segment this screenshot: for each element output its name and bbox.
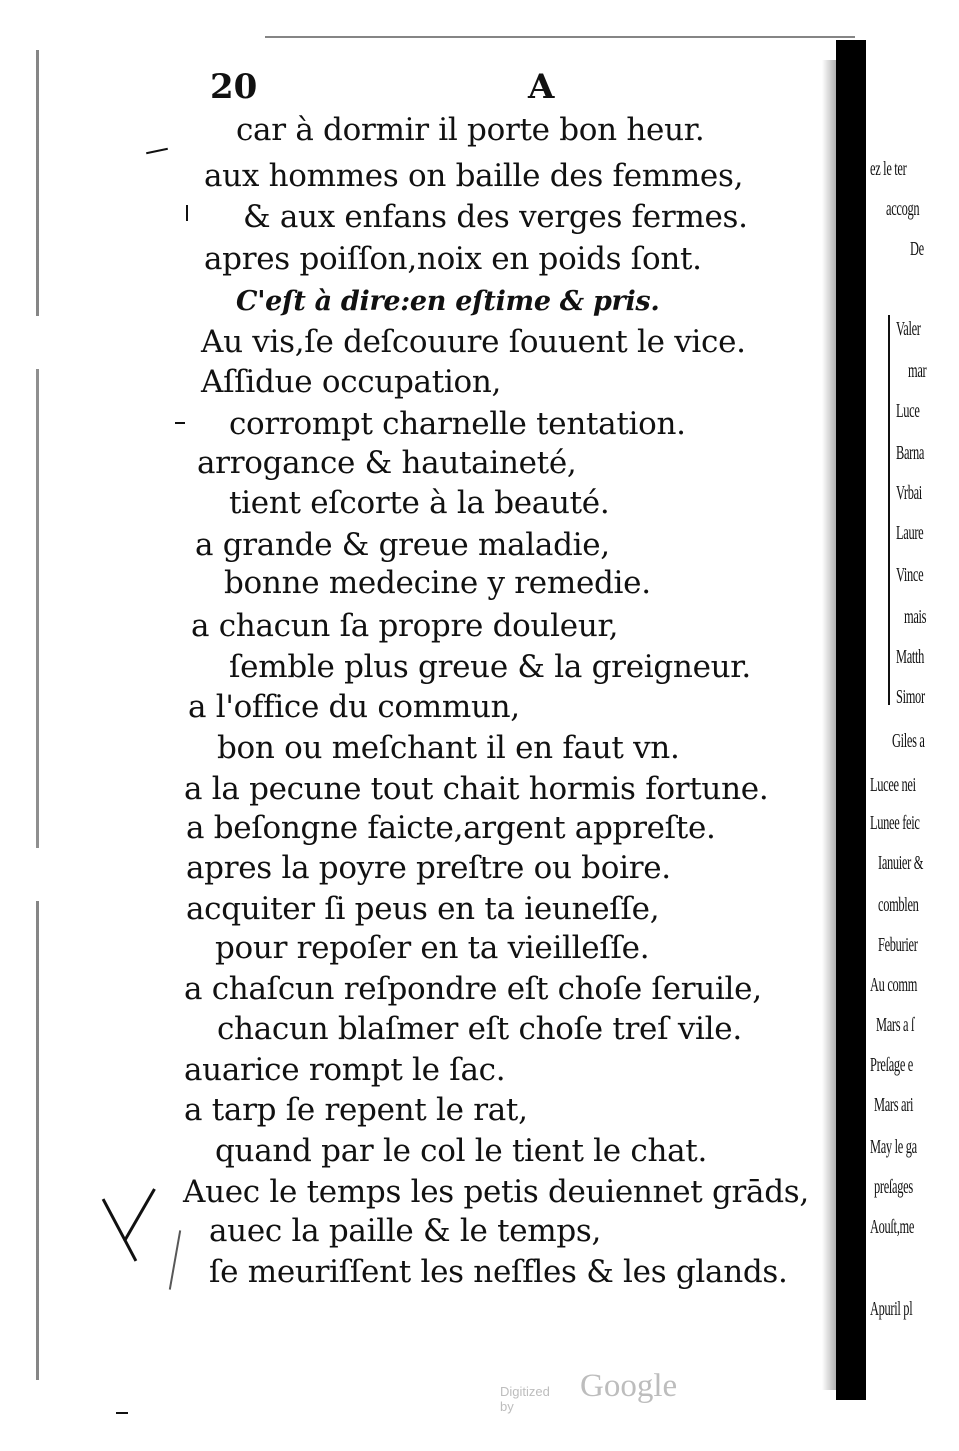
text-line: chacun blaſmer eſt choſe treſ vile. bbox=[217, 1011, 742, 1047]
facing-line: May le ga bbox=[870, 1136, 917, 1158]
text-line: auec la paille & le temps, bbox=[209, 1213, 602, 1249]
facing-line: Feburier bbox=[878, 934, 918, 956]
facing-line: Apuril pl bbox=[870, 1298, 913, 1320]
text-line: apres la poyre preſtre ou boire. bbox=[186, 850, 671, 886]
page-number: 20 bbox=[210, 67, 258, 107]
text-line: ſemble plus greue & la greigneur. bbox=[229, 649, 751, 685]
text-line: a chaſcun reſpondre eſt choſe ſeruile, bbox=[184, 971, 762, 1007]
facing-bracket bbox=[888, 315, 890, 705]
text-line: corrompt charnelle tentation. bbox=[229, 406, 686, 442]
facing-line: Preſage e bbox=[870, 1054, 914, 1076]
text-line: tient eſcorte à la beauté. bbox=[229, 485, 610, 521]
text-line: bon ou meſchant il en faut vn. bbox=[217, 730, 680, 766]
text-line: a chacun ſa propre douleur, bbox=[191, 608, 619, 644]
facing-line: comblen bbox=[878, 894, 919, 916]
facing-line: Mars ari bbox=[874, 1094, 914, 1116]
facing-line: accogn bbox=[886, 198, 920, 220]
text-line: apres poiſſon,noix en poids ſont. bbox=[204, 241, 702, 277]
text-line: a l'office du commun, bbox=[188, 689, 520, 725]
ink-mark bbox=[116, 1412, 128, 1414]
text-line: quand par le col le tient le chat. bbox=[215, 1133, 708, 1169]
text-line: & aux enfans des verges fermes. bbox=[243, 199, 748, 235]
book-spine bbox=[836, 40, 866, 1400]
facing-line: Au comm bbox=[870, 974, 918, 996]
text-line: aux hommes on baille des femmes, bbox=[204, 158, 744, 194]
text-line: auarice rompt le ſac. bbox=[184, 1052, 506, 1088]
facing-line: Valer bbox=[896, 318, 921, 340]
facing-line: De bbox=[910, 238, 924, 260]
facing-line: Laure bbox=[896, 522, 924, 544]
text-line: Au vis,ſe deſcouure ſouuent le vice. bbox=[201, 324, 746, 360]
text-line: car à dormir il porte bon heur. bbox=[236, 112, 705, 148]
watermark-brand: Google bbox=[580, 1368, 678, 1404]
text-line: arrogance & hautaineté, bbox=[197, 445, 577, 481]
facing-line: Aouſt,me bbox=[870, 1216, 915, 1238]
facing-line: Matth bbox=[896, 646, 925, 668]
text-line: a la pecune tout chait hormis fortune. bbox=[184, 771, 769, 807]
text-line: a beſongne faicte,argent appreſte. bbox=[186, 810, 716, 846]
text-line: a tarp ſe repent le rat, bbox=[184, 1092, 528, 1128]
text-line: Auec le temps les petis deuiennet grāds, bbox=[183, 1174, 809, 1210]
facing-line: Simor bbox=[896, 686, 925, 708]
facing-line: preſages bbox=[874, 1176, 913, 1198]
facing-line: Giles a bbox=[892, 730, 925, 752]
ink-mark bbox=[186, 205, 188, 221]
facing-line: Lunee feic bbox=[870, 812, 920, 834]
facing-line: mar bbox=[908, 360, 927, 382]
facing-line: Luce bbox=[896, 400, 920, 422]
running-head: A bbox=[528, 67, 555, 107]
facing-line: ez le ter bbox=[870, 158, 907, 180]
watermark-prefix: Digitized by bbox=[500, 1384, 550, 1414]
ink-mark bbox=[175, 422, 185, 424]
facing-line: Ianuier & bbox=[878, 852, 924, 874]
text-line: pour repoſer en ta vieilleſſe. bbox=[215, 930, 650, 966]
facing-line: Vince bbox=[896, 564, 924, 586]
facing-line: Vrbai bbox=[896, 482, 922, 504]
facing-line: Mars a ſ bbox=[876, 1014, 915, 1036]
text-line-italic: C'eſt à dire:en eſtime & pris. bbox=[236, 286, 660, 317]
text-line: Aſſidue occupation, bbox=[201, 364, 502, 400]
facing-line: Lucee nei bbox=[870, 774, 916, 796]
facing-line: Barna bbox=[896, 442, 925, 464]
text-line: ſe meuriſſent les neſfles & les glands. bbox=[209, 1254, 788, 1290]
facing-page-fragment bbox=[866, 40, 959, 1400]
text-line: a grande & greue maladie, bbox=[195, 527, 610, 563]
facing-line: mais bbox=[904, 606, 927, 628]
text-line: acquiter ſi peus en ta ieuneſſe, bbox=[186, 891, 660, 927]
text-line: bonne medecine y remedie. bbox=[224, 565, 651, 601]
